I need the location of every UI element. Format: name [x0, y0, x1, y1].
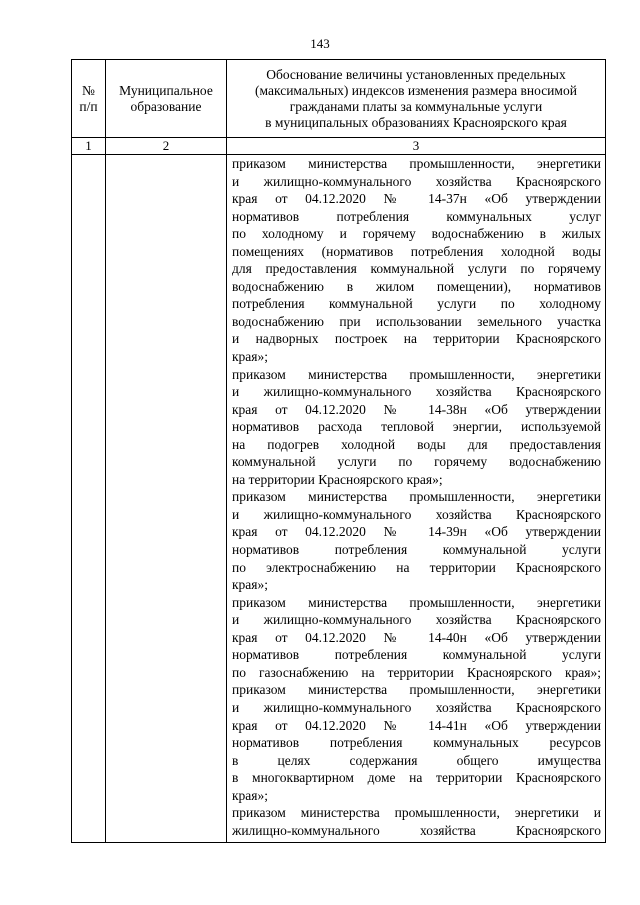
text-line: и жилищно-коммунального хозяйства Красноярского — [232, 506, 601, 522]
text-line: в многоквартирном доме на территории Красноярского — [232, 770, 601, 786]
header-municipality — [106, 60, 227, 138]
column-number-row — [72, 138, 606, 155]
text-line: жилищно-коммунального хозяйства Красноярского — [232, 822, 601, 838]
text-line: водоснабжению при использовании земельного участка — [232, 313, 601, 329]
body-cell-number — [72, 155, 106, 843]
text-line: края»; — [232, 577, 269, 593]
text-line: и жилищно-коммунального хозяйства Красноярского — [232, 173, 601, 189]
text-line: приказом министерства промышленности, энергетики — [232, 682, 601, 698]
column-number: 3 — [227, 138, 606, 155]
text-line: по электроснабжению на территории Красноярского — [232, 559, 601, 575]
header-justification-line: (максимальных) индексов изменения размера вносимой — [255, 82, 577, 98]
text-line: края от 04.12.2020 № 14-38н «Об утверждении — [232, 401, 601, 417]
table-header-row — [72, 60, 606, 138]
text-line: для предоставления коммунальной услуги по горячему — [232, 261, 601, 277]
text-line: в целях содержания общего имущества — [232, 752, 601, 768]
text-line: края от 04.12.2020 № 14-37н «Об утверждении — [232, 191, 601, 207]
text-line: коммунальной услуги по горячему водоснабжению — [232, 454, 601, 470]
justification-table — [71, 59, 606, 843]
text-line: приказом министерства промышленности, энергетики — [232, 489, 601, 505]
page-number: 143 — [310, 36, 330, 51]
text-line: края»; — [232, 787, 269, 803]
header-municipality-line: образование — [130, 98, 202, 114]
text-line: приказом министерства промышленности, энергетики — [232, 594, 601, 610]
body-cell-justification — [227, 155, 606, 843]
table-body-row — [72, 155, 606, 843]
header-justification-line: в муниципальных образованиях Красноярского края — [265, 114, 567, 130]
text-line: и надворных построек на территории Красноярского — [232, 331, 601, 347]
text-line: приказом министерства промышленности, энергетики и — [232, 805, 601, 821]
header-number-line: п/п — [79, 98, 98, 114]
text-line: на подогрев холодной воды для предоставления — [232, 436, 601, 452]
text-line: потребления коммунальной услуги по холодному — [232, 296, 601, 312]
body-cell-municipality — [106, 155, 227, 843]
header-justification — [227, 60, 606, 138]
text-line: края от 04.12.2020 № 14-40н «Об утверждении — [232, 629, 601, 645]
text-line: нормативов потребления коммунальной услуги — [232, 647, 601, 663]
column-number: 2 — [106, 138, 227, 155]
text-line: нормативов расхода тепловой энергии, используемой — [232, 419, 601, 435]
text-line: края»; — [232, 349, 269, 365]
header-justification-line: Обоснование величины установленных предельных — [266, 66, 566, 82]
header-number-line: № — [82, 82, 95, 98]
text-line: нормативов потребления коммунальных ресурсов — [232, 735, 601, 751]
text-line: края от 04.12.2020 № 14-41н «Об утверждении — [232, 717, 601, 733]
text-line: по газоснабжению на территории Красноярского края»; — [232, 664, 601, 680]
text-line: по холодному и горячему водоснабжению в жилых — [232, 226, 601, 242]
text-line: и жилищно-коммунального хозяйства Красноярского — [232, 612, 601, 628]
column-number: 1 — [72, 138, 106, 155]
text-line: водоснабжению в жилом помещении), нормативов — [232, 278, 601, 294]
text-line: и жилищно-коммунального хозяйства Красноярского — [232, 384, 601, 400]
text-line: нормативов потребления коммунальной услуги — [232, 542, 601, 558]
text-line: нормативов потребления коммунальных услуг — [232, 208, 601, 224]
text-line: на территории Красноярского края»; — [232, 471, 443, 487]
header-justification-line: гражданами платы за коммунальные услуги — [289, 98, 543, 114]
text-line: и жилищно-коммунального хозяйства Красноярского — [232, 699, 601, 715]
header-municipality-line: Муниципальное — [119, 82, 213, 98]
text-line: приказом министерства промышленности, энергетики — [232, 366, 601, 382]
header-number — [72, 60, 106, 138]
text-line: приказом министерства промышленности, энергетики — [232, 156, 601, 171]
text-line: края от 04.12.2020 № 14-39н «Об утверждении — [232, 524, 601, 540]
text-line: помещениях (нормативов потребления холодной воды — [232, 243, 601, 259]
